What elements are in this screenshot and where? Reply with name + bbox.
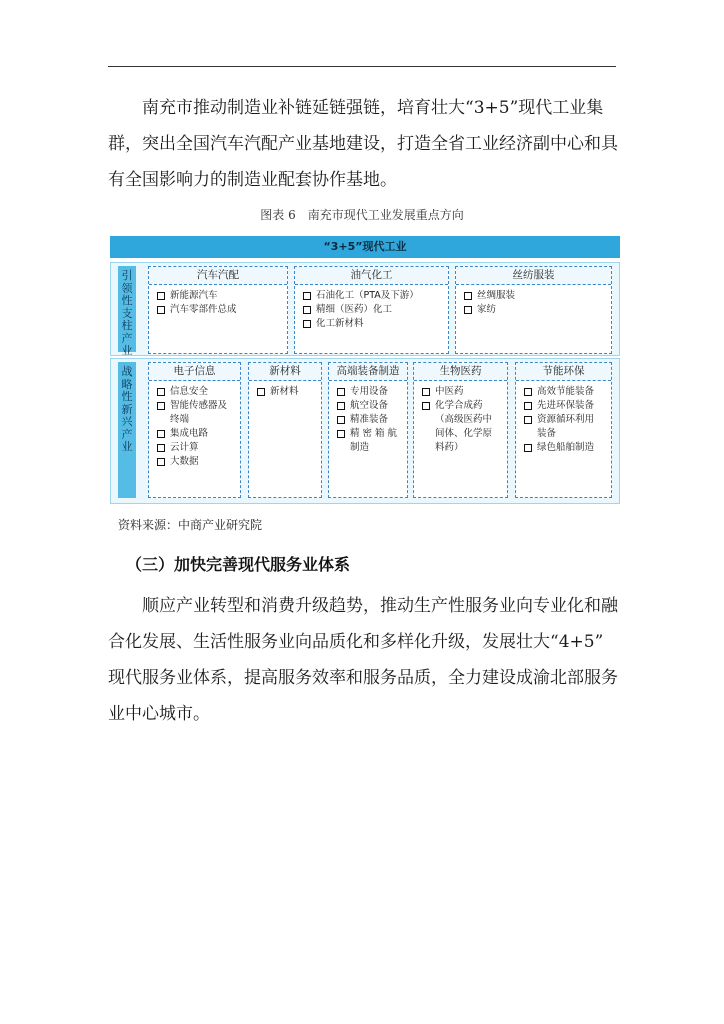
checkbox-icon	[464, 306, 472, 314]
checkbox-icon	[303, 320, 311, 328]
industry-item: 智能传感器及 终端	[157, 399, 236, 427]
industry-box-header: 生物医药	[414, 363, 507, 381]
industry-item: 专用设备	[337, 385, 403, 399]
industry-box-auto	[148, 266, 288, 354]
industry-box-header: 汽车汽配	[149, 267, 287, 285]
checkbox-icon	[422, 402, 430, 410]
industry-item: 先进环保装备	[524, 399, 607, 413]
industry-item: 新材料	[257, 385, 317, 399]
checkbox-icon	[464, 292, 472, 300]
checkbox-icon	[157, 458, 165, 466]
industry-box-petrochem	[294, 266, 449, 354]
checkbox-icon	[157, 292, 165, 300]
checkbox-icon	[524, 388, 532, 396]
industry-box-header: 电子信息	[149, 363, 240, 381]
paragraph-line: 顺应产业转型和消费升级趋势，推动生产性服务业向专业化和融	[108, 596, 618, 616]
industry-figure	[110, 236, 620, 504]
industry-item: 化工新材料	[303, 317, 444, 331]
industry-item: 新能源汽车	[157, 289, 283, 303]
industry-box-header: 节能环保	[516, 363, 611, 381]
checkbox-icon	[337, 388, 345, 396]
industry-item: 大数据	[157, 455, 236, 469]
figure-title: “3+5”现代工业	[110, 236, 620, 258]
industry-item: 绿色船舶制造	[524, 441, 607, 455]
industry-item: 信息安全	[157, 385, 236, 399]
checkbox-icon	[524, 416, 532, 424]
paragraph-line: 合化发展、生活性服务业向品质化和多样化升级，发展壮大“4+5”	[108, 632, 604, 652]
industry-item: 家纺	[464, 303, 607, 317]
industry-box-header: 高端装备制造	[329, 363, 407, 381]
pillar-band-label: 引领性支柱产业	[118, 266, 136, 352]
industry-item: 精 密 箱 航 制造	[337, 427, 403, 455]
industry-box-equipment	[328, 362, 408, 498]
checkbox-icon	[303, 292, 311, 300]
industry-box-header: 丝纺服装	[456, 267, 611, 285]
checkbox-icon	[422, 388, 430, 396]
industry-item: 精准装备	[337, 413, 403, 427]
industry-item: 高效节能装备	[524, 385, 607, 399]
industry-item: 精细（医药）化工	[303, 303, 444, 317]
source-note: 资料来源：中商产业研究院	[118, 518, 263, 532]
industry-box-header: 油气化工	[295, 267, 448, 285]
checkbox-icon	[303, 306, 311, 314]
checkbox-icon	[337, 402, 345, 410]
checkbox-icon	[257, 388, 265, 396]
industry-item: 集成电路	[157, 427, 236, 441]
header-rule	[108, 66, 616, 67]
paragraph-line: 群，突出全国汽车汽配产业基地建设，打造全省工业经济副中心和具	[108, 134, 618, 154]
paragraph-line: 有全国影响力的制造业配套协作基地。	[108, 170, 397, 190]
checkbox-icon	[157, 402, 165, 410]
industry-item: 化学合成药 （高级医药中 间体、化学原 料药）	[422, 399, 503, 455]
paragraph-line: 业中心城市。	[108, 704, 210, 724]
industry-item: 丝绸服装	[464, 289, 607, 303]
checkbox-icon	[524, 402, 532, 410]
checkbox-icon	[157, 388, 165, 396]
industry-item: 石油化工（PTA及下游）	[303, 289, 444, 303]
industry-box-textile	[455, 266, 612, 354]
industry-item: 航空设备	[337, 399, 403, 413]
industry-item: 中医药	[422, 385, 503, 399]
checkbox-icon	[157, 306, 165, 314]
industry-box-green	[515, 362, 612, 498]
section-heading: （三）加快完善现代服务业体系	[126, 555, 351, 574]
checkbox-icon	[157, 430, 165, 438]
industry-item: 资源循环利用 装备	[524, 413, 607, 441]
industry-box-header: 新材料	[249, 363, 321, 381]
services-paragraph	[108, 588, 616, 732]
figure-caption: 图表 6 南充市现代工业发展重点方向	[260, 208, 464, 222]
checkbox-icon	[337, 430, 345, 438]
paragraph-line: 现代服务业体系，提高服务效率和服务品质，全力建设成渝北部服务	[108, 668, 618, 688]
checkbox-icon	[157, 444, 165, 452]
industry-box-biomed	[413, 362, 508, 498]
industry-item: 云计算	[157, 441, 236, 455]
industry-item: 汽车零部件总成	[157, 303, 283, 317]
checkbox-icon	[524, 444, 532, 452]
paragraph-line: 南充市推动制造业补链延链强链，培育壮大“3+5”现代工业集	[108, 98, 604, 118]
industry-box-electronics	[148, 362, 241, 498]
checkbox-icon	[337, 416, 345, 424]
intro-paragraph	[108, 90, 616, 198]
industry-box-materials	[248, 362, 322, 498]
emerging-band-label: 战略性新兴产业	[118, 362, 136, 498]
